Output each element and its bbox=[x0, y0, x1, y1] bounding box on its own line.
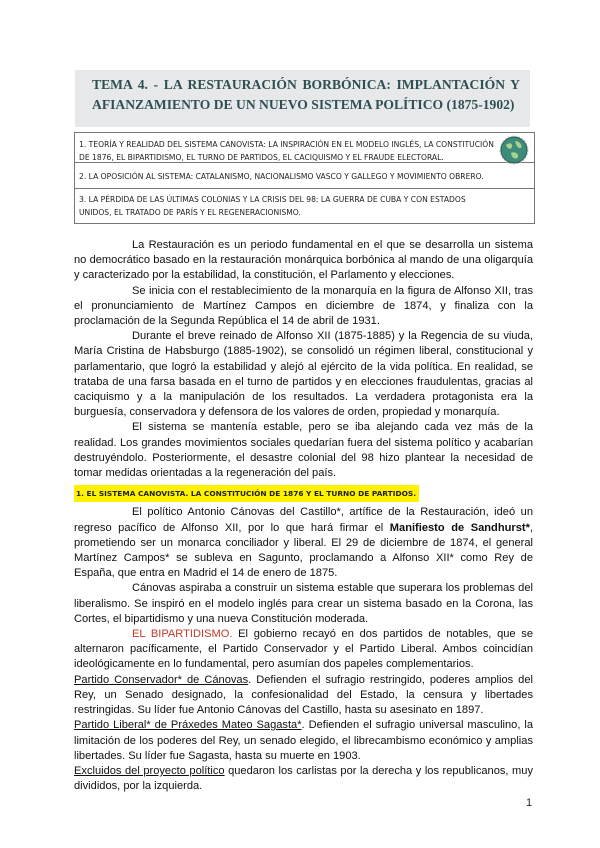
paragraph-text: , prometiendo ser un monarca conciliador y liberal. El 29 de diciembre de 1874, el general Martínez Campos* se subleva en Sagunto, proclamando a Alfonso XII* como Rey de España, que entra en Madrid el 14 de enero de 1875. bbox=[74, 521, 533, 580]
section-heading: 1. EL SISTEMA CANOVISTA. LA CONSTITUCIÓN DE 1876 Y EL TURNO DE PARTIDOS. bbox=[74, 485, 419, 502]
paragraph: El sistema se mantenía estable, pero se iba alejando cada vez más de la realidad. Los grandes movimientos sociales quedarían fuera del sistema político y acabarían destruyéndolo. Posteriormente, el desastre colonial del 98 hizo plantear la necesidad de tomar medidas orientadas a la regeneración del país. bbox=[74, 421, 533, 480]
sandhurst-term: Manifiesto de Sandhurst* bbox=[389, 521, 530, 534]
paragraph bbox=[74, 505, 533, 581]
paragraph: La Restauración es un periodo fundamental en el que se desarrolla un sistema no democrático basado en la restauración monárquica borbónica al mando de una oligarquía y caracterizado por la estabilidad, la constitución, el Parlamento y elecciones. bbox=[74, 239, 533, 282]
paragraph bbox=[74, 673, 533, 719]
bipartidismo-label: EL BIPARTIDISMO. bbox=[132, 628, 233, 641]
paragraph: Se inicia con el restablecimiento de la monarquía en la figura de Alfonso XII, tras el pronunciamiento de Martínez Campos en diciembre de 1874, y finaliza con la proclamación de la Segunda República el 14 de abril de 1931. bbox=[74, 284, 533, 328]
topic-title-years: (1875-1902) bbox=[446, 97, 515, 112]
paragraph-text: quedaron los carlistas por la derecha y los republicanos, muy divididos, por la izquierda. bbox=[74, 764, 533, 793]
paragraph bbox=[74, 718, 533, 764]
outline-item-2: 2. LA OPOSICIÓN AL SISTEMA: CATALANISMO, NACIONALISMO VASCO Y GALLEGO Y MOVIMIENTO OBRERO. bbox=[75, 163, 534, 189]
paragraph: Cánovas aspiraba a construir un sistema estable que superara los problemas del liberalismo. Se inspiró en el modelo inglés para crear un sistema basado en la Corona, las Cortes, el bipartidismo y una nueva Constitución moderada. bbox=[74, 582, 533, 625]
conservative-party-label: Partido Conservador* de Cánovas bbox=[74, 673, 249, 686]
paragraph: Durante el breve reinado de Alfonso XII (1875-1885) y la Regencia de su viuda, María Cristina de Habsburgo (1885-1902), se consolidó un régimen liberal, constitucional y parlamentario, que logró la estabilidad y alejó al ejército de la vida política. En realidad, se trataba de una farsa basada en el turno de partidos y en elecciones fraudulentas, gracias al caciquismo y a la manipulación de los resultados. La verdadera protagonista era la burguesía, conservadora y defensora de los valores de orden, propiedad y monarquía. bbox=[74, 330, 533, 419]
paragraph-text: . Defienden el sufragio universal masculino, la limitación de los poderes del Rey, un senado elegido, el librecambismo económico y amplias libertades. Su líder fue Sagasta, hasta su muerte en 1903. bbox=[74, 719, 534, 762]
excluded-label: Excluidos del proyecto político bbox=[74, 764, 225, 777]
outline-item-3: 3. LA PÉRDIDA DE LAS ÚLTIMAS COLONIAS Y LA CRISIS DEL 98: LA GUERRA DE CUBA Y CON ESTADOS UNIDOS, EL TRATADO DE PARÍS Y EL REGENERACIONISMO. bbox=[79, 195, 466, 217]
topic-title bbox=[75, 70, 530, 127]
paragraph-text: El gobierno recayó en dos partidos de notables, que se alternaron pacíficamente, el Partido Conservador y el Partido Liberal. Ambos coincidían ideológicamente en lo fundamental, pero asumían dos papeles complementarios. bbox=[74, 628, 534, 671]
liberal-party-label: Partido Liberal* de Práxedes Mateo Sagasta* bbox=[74, 719, 302, 732]
topic-outline bbox=[74, 132, 535, 224]
topic-title-text: TEMA 4. - LA RESTAURACIÓN BORBÓNICA: IMPLANTACIÓN Y AFIANZAMIENTO DE UN NUEVO SISTEMA POLÍTICO bbox=[92, 77, 520, 112]
paragraph-text: . Defienden el sufragio restringido, poderes amplios del Rey, un Senado designado, la confesionalidad del Estado, la censura y libertades restringidas. Su líder fue Antonio Cánovas del Castillo, hasta su asesinato en 1897. bbox=[74, 673, 533, 717]
page-number: 1 bbox=[526, 797, 533, 809]
outline-item-1: 1. TEORÍA Y REALIDAD DEL SISTEMA CANOVISTA: LA INSPIRACIÓN EN EL MODELO INGLÉS, LA CONSTITUCIÓN DE 1876, EL BIPARTIDISMO, EL TURNO DE PARTIDOS, EL CACIQUISMO Y EL FRAUDE ELECTORAL. bbox=[75, 133, 534, 163]
paragraph-text: El político Antonio Cánovas del Castillo*, artífice de la Restauración, ideó un regreso pacífico de Alfonso XII, por lo que hará firmar el bbox=[74, 506, 533, 534]
paragraph bbox=[74, 627, 533, 673]
paragraph bbox=[74, 764, 533, 794]
globe-icon bbox=[499, 135, 529, 165]
document-body bbox=[74, 238, 533, 794]
